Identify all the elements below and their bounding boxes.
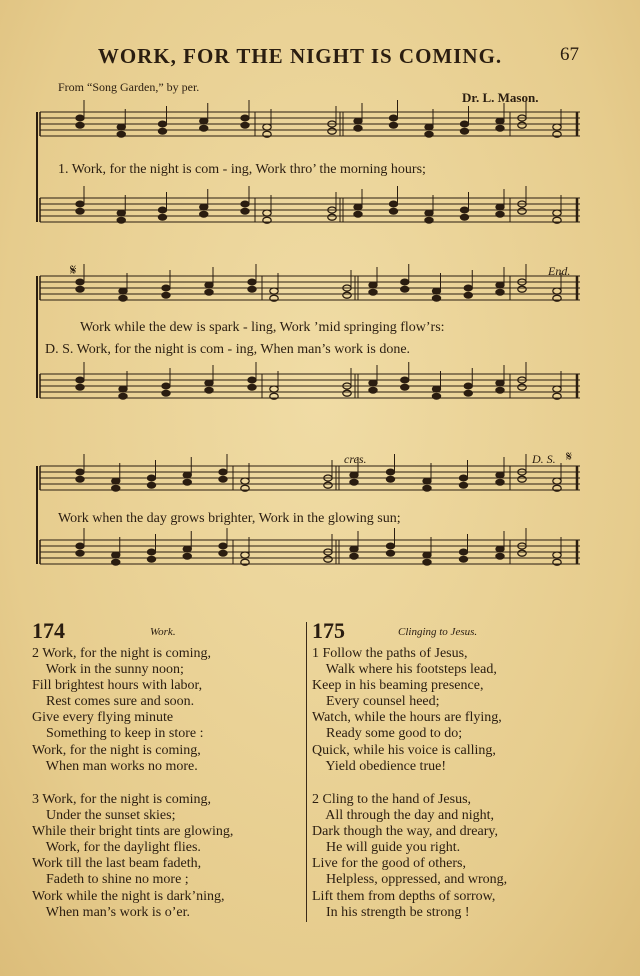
hymn-number-174: 174 [32, 618, 65, 643]
system2-lyric-2: D. S. Work, for the night is com - ing, When man’s work is done. [45, 342, 411, 357]
system2-lyric-1: Work while the dew is spark - ling, Work ’mid springing flow’rs: [80, 320, 445, 335]
composer-credit: Dr. L. Mason. [462, 90, 539, 105]
hymn-175-verse-2: 2 Cling to the hand of Jesus, All through the day and night, Dark though the way, and dreary, He will guide you right. Live for the good of others, Helpless, oppressed, and wrong, Lift them from depths of sorrow, In his strength be strong ! [312, 792, 508, 920]
dal-segno-mark: D. S. [532, 452, 556, 466]
hymn-number-175: 175 [312, 618, 345, 643]
hymn-175-verse-1: 1 Follow the paths of Jesus, Walk where his footsteps lead, Keep in his beaming presence, Every counsel heed; Watch, while the hours are flying, Ready some good to do; Quick, while his voice is calling, Yield obedience true! [312, 646, 502, 774]
hymn-title-175: Clinging to Jesus. [398, 626, 478, 638]
source-credit: From “Song Garden,” by per. [58, 80, 200, 94]
system3-lyric: Work when the day grows brighter, Work in the glowing sun; [58, 511, 401, 526]
hymn-174-verse-2: 2 Work, for the night is coming, Work in the sunny noon; Fill brightest hours with labor, Rest comes sure and soon. Give every flying minute Something to keep in store : Work, for the night is coming, When man works no more. [32, 646, 212, 774]
segno-mark: 𝄋 [70, 263, 77, 279]
page-number: 67 [560, 44, 579, 65]
crescendo-mark: cres. [344, 452, 367, 466]
hymn-174-verse-3: 3 Work, for the night is coming, Under the sunset skies; While their bright tints are glowing, Work, for the daylight flies. Work till the last beam fadeth, Fadeth to shine no more ; Work while the night is dark’ning, When man’s work is o’er. [32, 792, 234, 920]
hymn-title-header: WORK, FOR THE NIGHT IS COMING. [97, 44, 503, 68]
end-mark: End. [548, 264, 571, 278]
system1-lyric: 1. Work, for the night is com - ing, Work thro’ the morning hours; [58, 162, 426, 177]
hymn-title-174: Work. [150, 626, 176, 638]
segno-end-mark: 𝄋 [566, 450, 573, 465]
column-divider [306, 622, 307, 922]
